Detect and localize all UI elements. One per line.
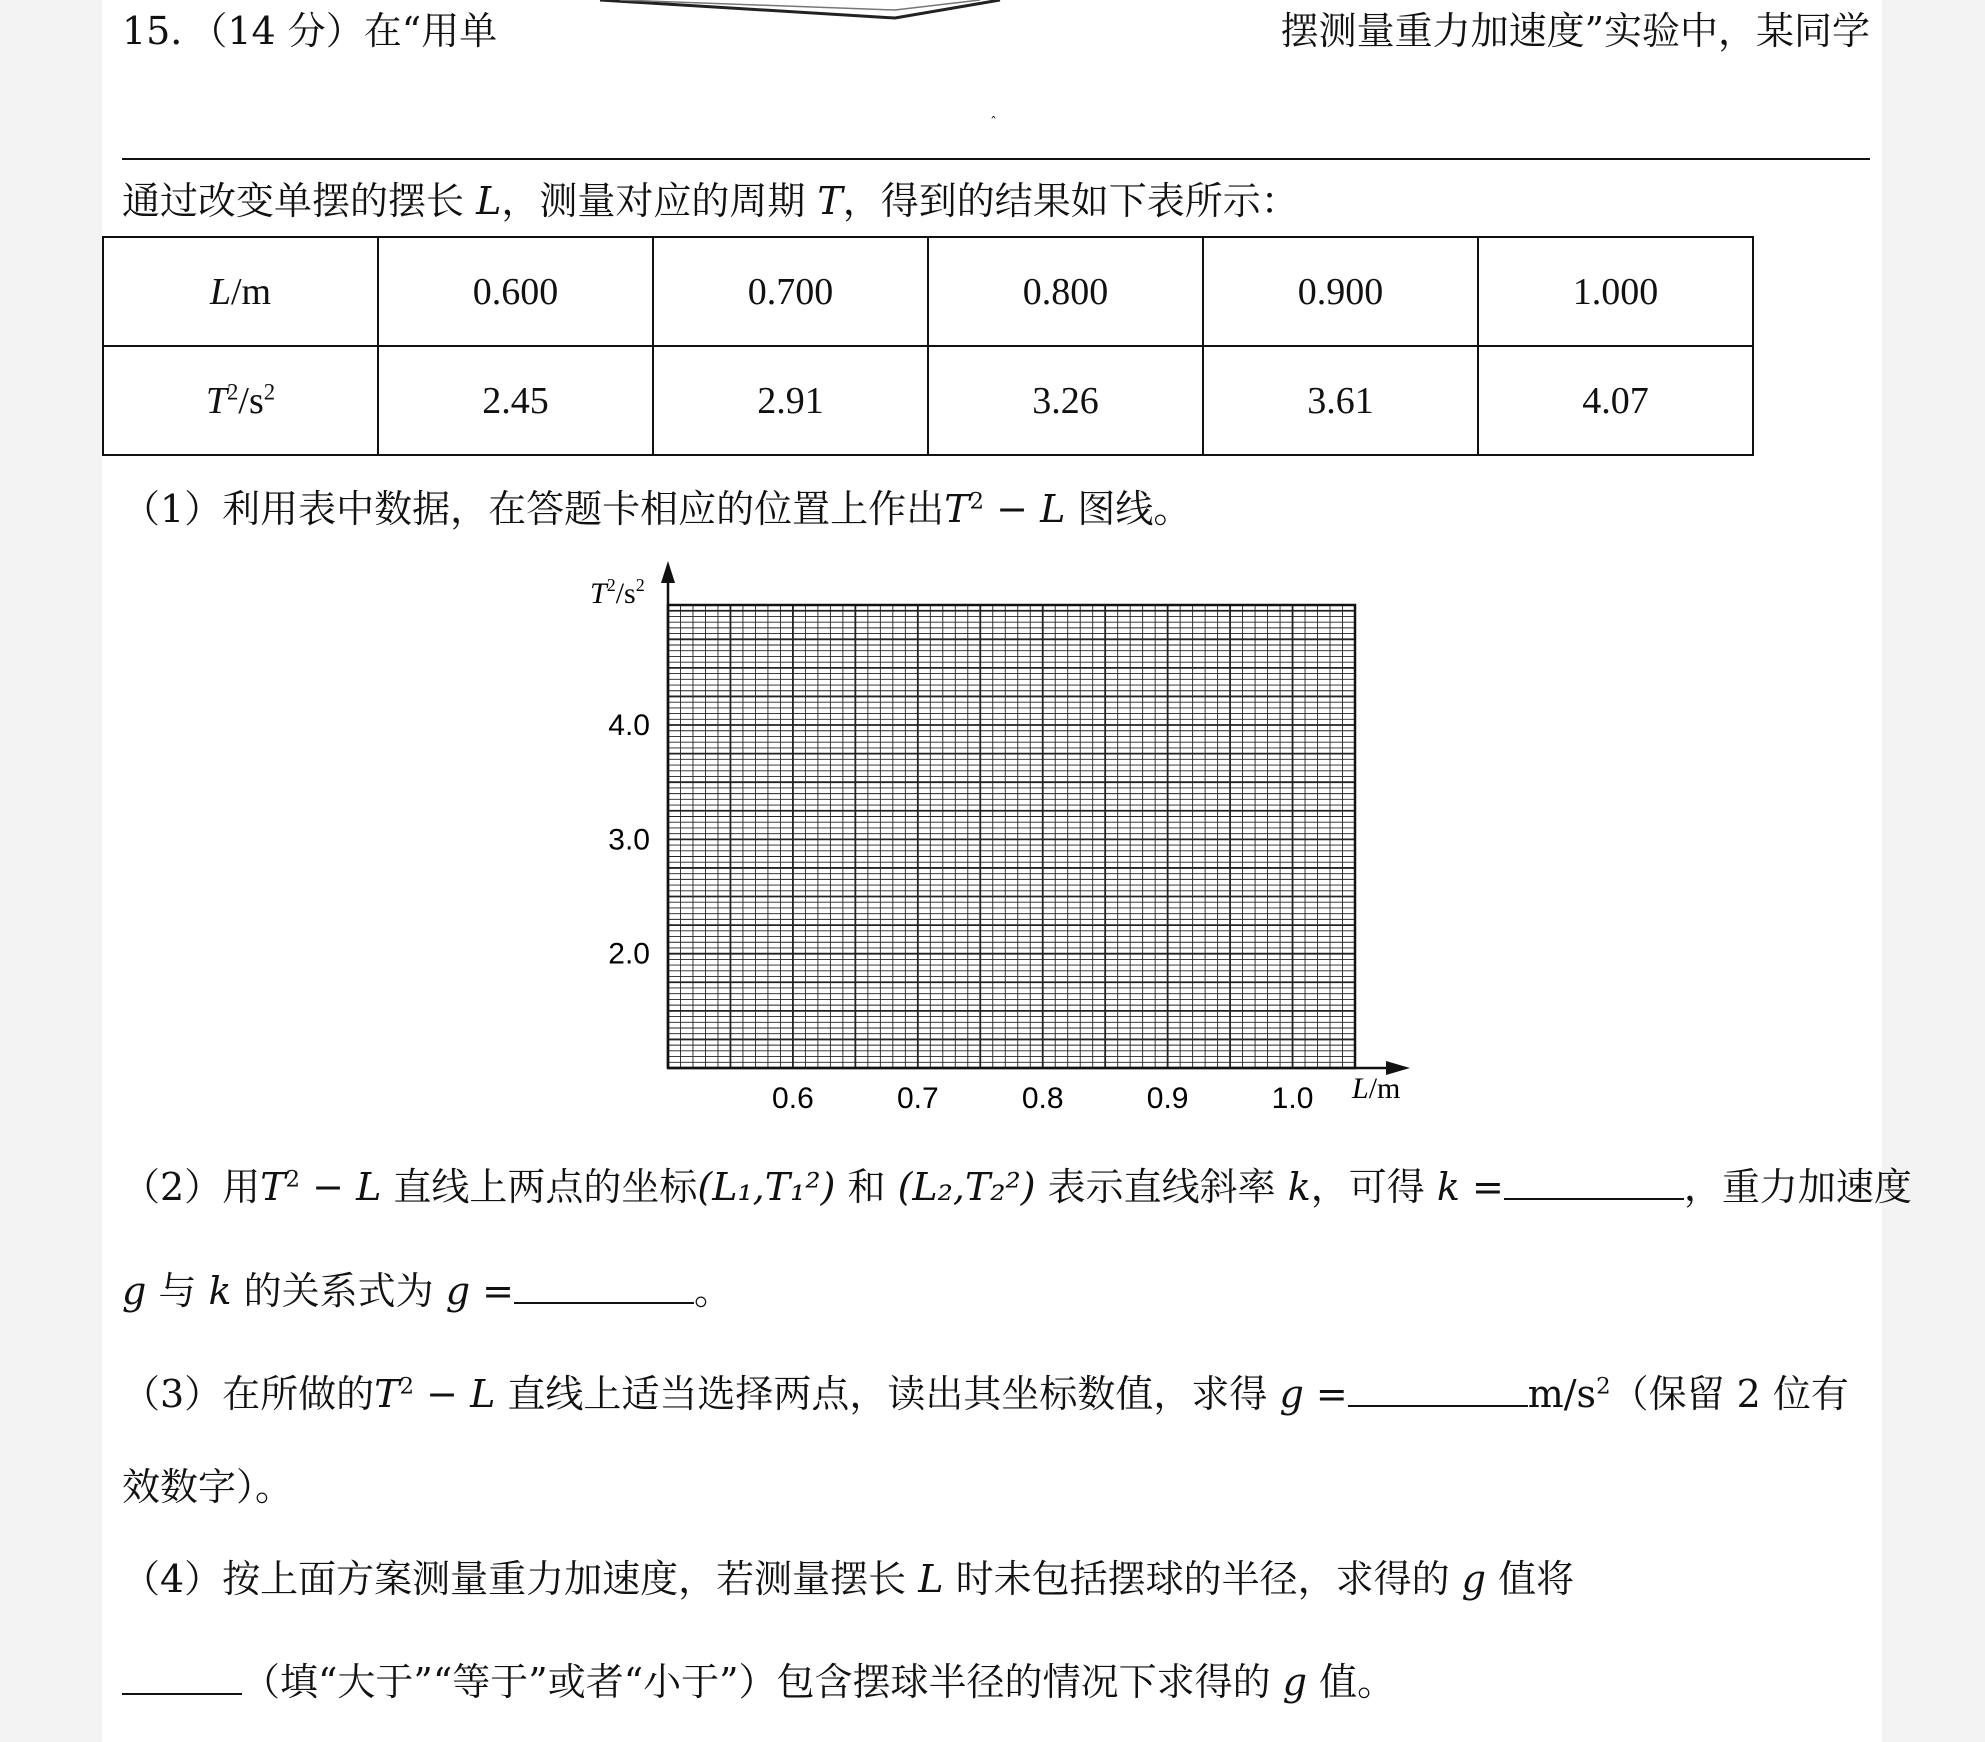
question-3-line-2: 效数字）。 [122, 1465, 294, 1509]
cell-T2-1: 2.91 [653, 346, 928, 455]
answer-blank-k[interactable] [1504, 1197, 1684, 1200]
cell-T2-0: 2.45 [378, 346, 653, 455]
y-tick-label: 4.0 [608, 709, 650, 743]
axes [661, 561, 1410, 1075]
table-row-L [103, 237, 1753, 346]
stray-mark: ˆ [990, 115, 997, 131]
cell-T2-4: 4.07 [1478, 346, 1753, 455]
cropped-figure-fragment [580, 0, 1080, 30]
y-axis-arrow [661, 561, 675, 583]
row-label-L: L/m [103, 237, 378, 346]
question-2-line-2: g 与 k 的关系式为 g = 。 [122, 1269, 732, 1313]
y-tick-label: 3.0 [608, 823, 650, 857]
x-tick-label: 1.0 [1271, 1082, 1314, 1115]
y-tick-label: 2.0 [608, 937, 650, 971]
question-2-line-1: （2）用$T^2 - L$ 直线上两点的坐标(L₁,T₁²) 和 (L₂,T₂²) 表示直线斜率 k，可得 k = ，重力加速度 [122, 1165, 1912, 1209]
answer-blank-g-formula[interactable] [514, 1301, 694, 1304]
answer-blank-compare[interactable] [122, 1692, 242, 1695]
row-label-T2: $T^2/s^2$ [103, 346, 378, 455]
cell-L-3: 0.900 [1203, 237, 1478, 346]
x-axis-label: L/m [1352, 1072, 1401, 1105]
x-tick-label: 0.8 [1021, 1082, 1064, 1115]
y-axis-label: $T^2/s^2$ [590, 575, 645, 610]
x-tick-label: 0.7 [896, 1082, 939, 1115]
cell-L-1: 0.700 [653, 237, 928, 346]
cell-T2-3: 3.61 [1203, 346, 1478, 455]
question-4-line-1: （4）按上面方案测量重力加速度，若测量摆长 L 时未包括摆球的半径，求得的 g 值将 [122, 1557, 1575, 1601]
question-1: （1）利用表中数据，在答题卡相应的位置上作出$T^2 - L$ 图线。 [122, 487, 1192, 531]
question-4-line-2: （填“大于”“等于”或者“小于”）包含摆球半径的情况下求得的 g 值。 [122, 1663, 1395, 1701]
answer-grid-chart [560, 555, 1420, 1135]
horizontal-rule [122, 158, 1870, 160]
cell-L-2: 0.800 [928, 237, 1203, 346]
grid-lines [668, 605, 1355, 1068]
x-tick-label: 0.9 [1146, 1082, 1189, 1115]
question-header-right: 摆测量重力加速度”实验中，某同学 [1280, 9, 1870, 53]
tick-labels [608, 709, 1313, 1115]
question-3-line-1: （3）在所做的$T^2 - L$ 直线上适当选择两点，读出其坐标数值，求得 $g = m/s^2$（保留 2 位有 [122, 1372, 1849, 1416]
cell-T2-2: 3.26 [928, 346, 1203, 455]
intro-text: 通过改变单摆的摆长 L，测量对应的周期 T，得到的结果如下表所示： [122, 179, 1299, 223]
question-header-left: 15．（14 分）在“用单 [122, 9, 498, 53]
x-tick-label: 0.6 [772, 1082, 814, 1115]
answer-blank-g-value[interactable] [1348, 1404, 1528, 1407]
cell-L-0: 0.600 [378, 237, 653, 346]
grid-border [668, 605, 1355, 1068]
data-table [102, 236, 1754, 456]
cell-L-4: 1.000 [1478, 237, 1753, 346]
table-row-T2 [103, 346, 1753, 455]
